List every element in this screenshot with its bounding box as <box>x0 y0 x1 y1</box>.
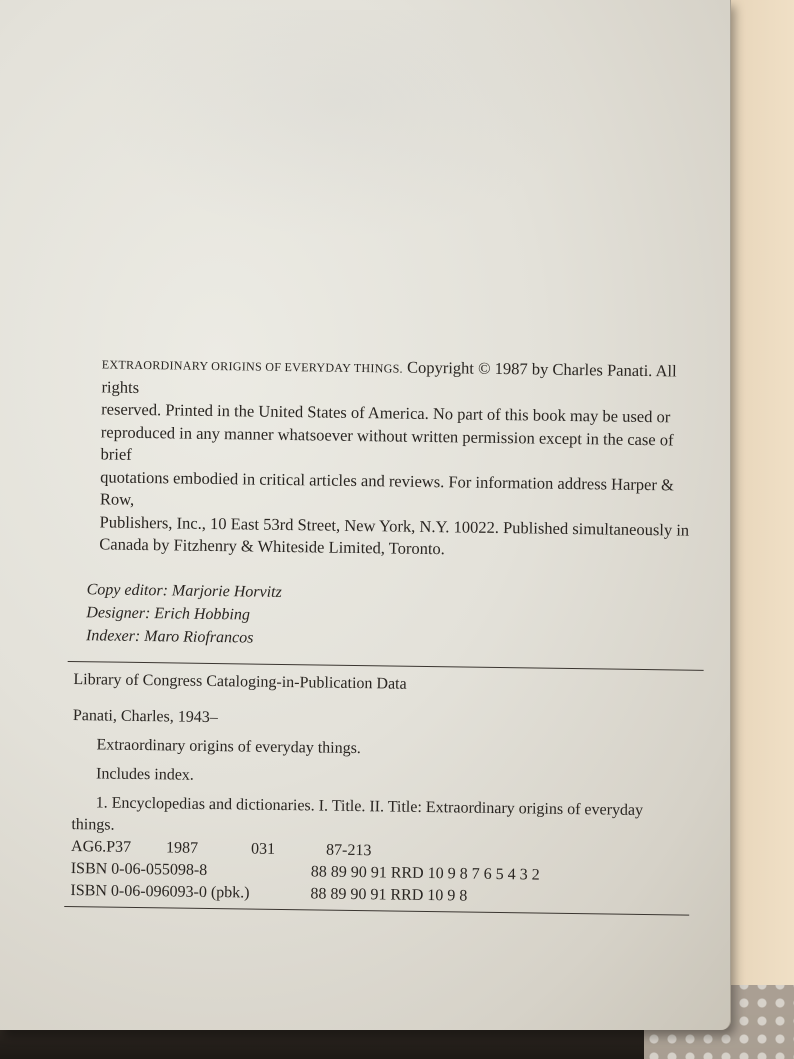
classification-number: AG6.P37 <box>70 837 132 856</box>
copyright-notice <box>69 352 708 564</box>
printing-line-paperback: 88 89 90 91 RRD 10 9 8 <box>310 884 468 905</box>
classification-year: 1987 <box>165 838 199 857</box>
isbn-hardcover: ISBN 0-06-055098-8 <box>70 859 208 879</box>
copyright-line-2: reserved. Printed in the United States of America. No part of this book may be used or <box>101 399 671 427</box>
copyright-line-1-rest: Copyright © 1987 by Charles Panati. All rights <box>101 357 677 397</box>
show-through-print <box>100 10 580 240</box>
lccn-number: 87-213 <box>325 841 372 859</box>
copyright-line-4: quotations embodied in critical articles and reviews. For information address Harper & Row, <box>99 466 675 509</box>
copyright-line-1 <box>101 352 702 406</box>
copy-editor-credit: Copy editor: Marjorie Horvitz <box>86 580 282 601</box>
book-title-caps: EXTRAORDINARY ORIGINS OF EVERYDAY THINGS. <box>101 357 404 376</box>
dewey-number: 031 <box>250 840 276 858</box>
cip-title: Extraordinary origins of everyday things. <box>96 735 361 757</box>
designer-credit: Designer: Erich Hobbing <box>86 603 251 624</box>
printing-line-hardcover: 88 89 90 91 RRD 10 9 8 7 6 5 4 3 2 <box>310 862 540 884</box>
isbn-paperback: ISBN 0-06-096093-0 (pbk.) <box>70 881 250 902</box>
credits <box>68 577 705 655</box>
copyright-page-content <box>64 352 708 915</box>
cip-author: Panati, Charles, 1943– <box>72 706 218 726</box>
cip-heading: Library of Congress Cataloging-in-Publication Data <box>73 670 407 693</box>
copyright-line-5: Publishers, Inc., 10 East 53rd Street, New York, N.Y. 10022. Published simultaneously in <box>99 511 690 540</box>
copyright-line-3: reproduced in any manner whatsoever without written permission except in the case of brief <box>100 421 674 464</box>
copyright-line-6: Canada by Fitzhenry & Whiteside Limited, Toronto. <box>99 534 446 559</box>
cip-includes: Includes index. <box>96 764 194 784</box>
cip-data-block <box>64 668 703 910</box>
cip-subjects: 1. Encyclopedias and dictionaries. I. Title. II. Title: Extraordinary origins of everyday <box>95 793 644 819</box>
cip-subjects-cont: things. <box>71 815 115 834</box>
indexer-credit: Indexer: Maro Riofrancos <box>85 626 254 647</box>
